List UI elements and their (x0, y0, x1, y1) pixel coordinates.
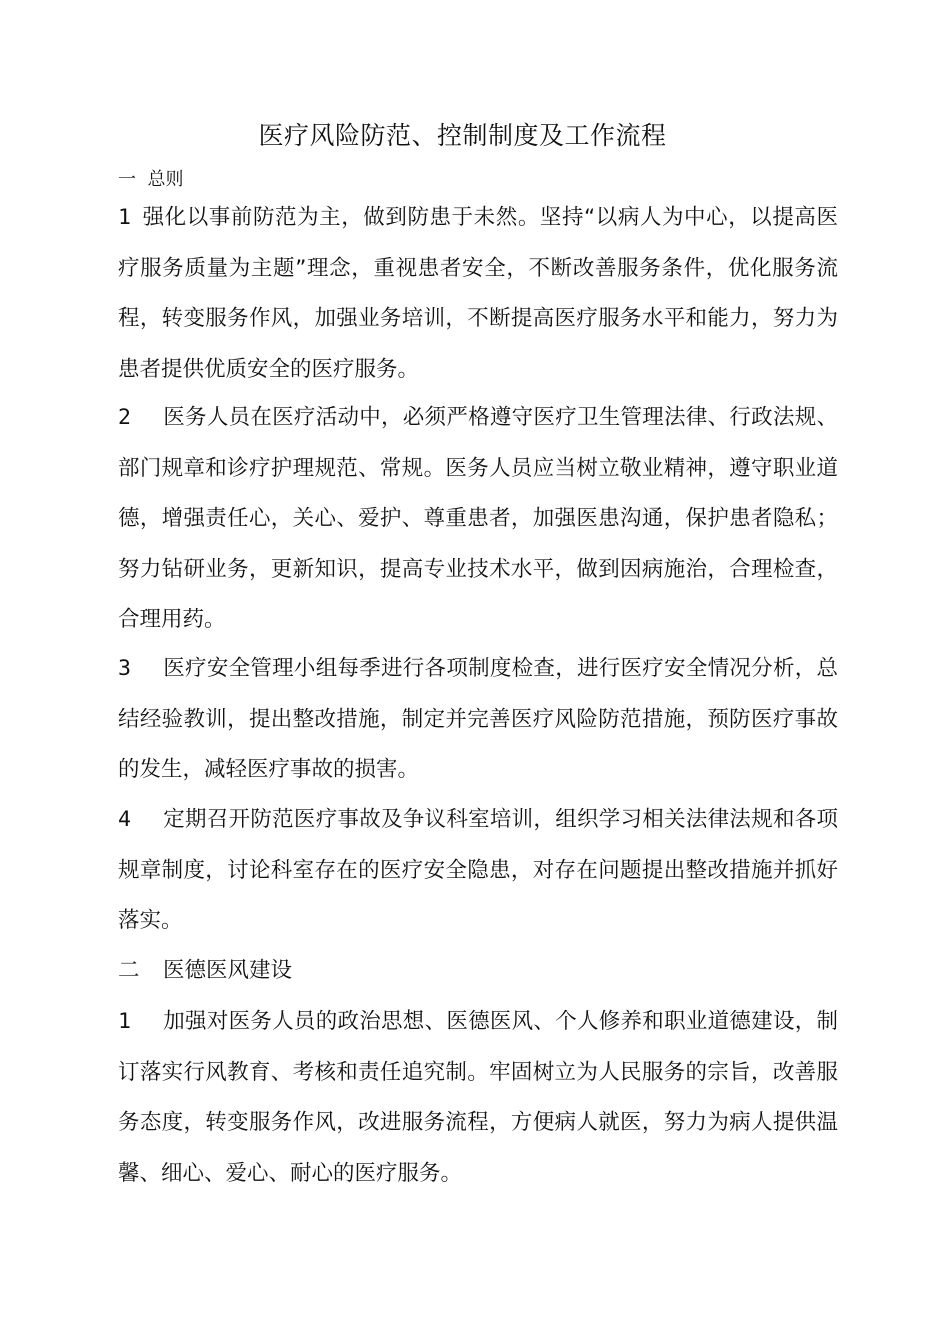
section-1-item-2 (118, 393, 838, 646)
item-number: 2 (118, 405, 131, 430)
section-2-item-1 (118, 997, 838, 1199)
section-1-item-3 (118, 644, 838, 796)
item-number: 1 (118, 1009, 131, 1034)
item-text: 强化以事前防范为主，做到防患于未然。坚持“以病人为中心，以提高医疗服务质量为主题”理念，重视患者安全，不断改善服务条件，优化服务流程，转变服务作风，加强业务培训，不断提高医疗服务水平和能力，努力为患者提供优质安全的医疗服务。 (118, 205, 838, 382)
section-1-item-4 (118, 795, 838, 947)
item-text: 医务人员在医疗活动中，必须严格遵守医疗卫生管理法律、行政法规、部门规章和诊疗护理规范、常规。医务人员应当树立敬业精神，遵守职业道德，增强责任心，关心、爱护、尊重患者，加强医患沟通，保护患者隐私；努力钻研业务，更新知识，提高专业技术水平，做到因病施治，合理检查，合理用药。 (118, 405, 838, 632)
section-2-heading (118, 946, 838, 997)
document-title: 医疗风险防范、控制制度及工作流程 (258, 121, 667, 150)
section-1-heading: 一 总则 (118, 169, 184, 190)
item-text: 定期召开防范医疗事故及争议科室培训，组织学习相关法律法规和各项规章制度，讨论科室存在的医疗安全隐患，对存在问题提出整改措施并抓好落实。 (118, 807, 838, 933)
item-text: 医疗安全管理小组每季进行各项制度检查，进行医疗安全情况分析，总结经验教训，提出整改措施，制定并完善医疗风险防范措施，预防医疗事故的发生，减轻医疗事故的损害。 (118, 656, 838, 782)
item-number: 1 (118, 205, 131, 230)
item-text: 加强对医务人员的政治思想、医德医风、个人修养和职业道德建设，制订落实行风教育、考核和责任追究制。牢固树立为人民服务的宗旨，改善服务态度，转变服务作风，改进服务流程，方便病人就医，努力为病人提供温馨、细心、爱心、耐心的医疗服务。 (118, 1009, 838, 1186)
section-title: 医德医风建设 (163, 958, 293, 983)
item-number: 4 (118, 807, 131, 832)
section-1-item-1 (118, 193, 838, 395)
section-number: 二 (118, 958, 140, 983)
item-number: 3 (118, 656, 131, 681)
